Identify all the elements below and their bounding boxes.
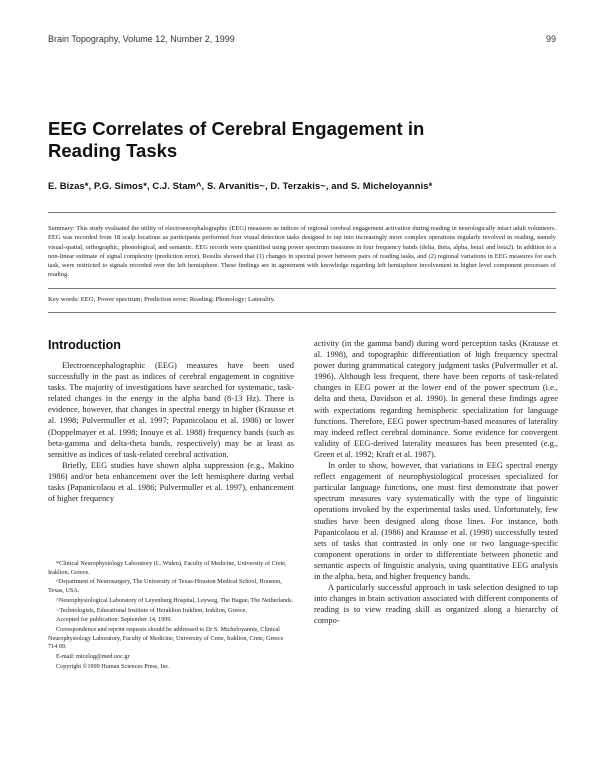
footnote: ^Department of Neurosurgery, The University of Texas-Houston Medical School, Houston, Texas, USA. [48, 578, 282, 595]
article-title: EEG Correlates of Cerebral Engagement in Reading Tasks [48, 118, 425, 161]
intro-paragraph: Electroencephalographic (EEG) measures have been used successfully in the past as indices of cerebral engagement in cognitive tasks. The majority of investigations have searched for systematic, task-related changes in the energy in the alpha band (8-13 Hz). There is evidence, however, that changes in spectral energy in higher (Krausse et al. 1998; Pulvermuller et al. 1997; Papanicolaou et al. 1986) or lower (Doppelmayer et al. 1998; Inouye et al. 1988) frequency bands (such as beta-gamma and delta-theta bands, respectively) may be at least as sensitive as indices of task-related cerebral activation. [48, 361, 294, 459]
intro-paragraph: activity (in the gamma band) during word perception tasks (Krausse et al. 1998), and topographic differentiation of high frequency spectral power during grammatical category judgment tasks (Pulvermuller et al. 1996). Although less frequent, there have been reports of task-related changes in EEG power at the lower end of the power spectrum (i.e., delta and theta, Davidson et al. 1990). In general these findings agree with expectations regarding hemispheric specialization for language functions. Therefore, EEG power spectrum-based measures of laterality may indeed reflect cerebral dominance. Some evidence for convergent validity of EEG-derived laterality measures has been presented (e.g., Green et al. 1992; Kraft et al. 1987). [314, 339, 558, 459]
abstract-top-rule [48, 212, 556, 213]
footnote: ~Technologists, Educational Institute of Heraklion Iraklion, Iraklion, Greece. [56, 606, 248, 614]
right-column [314, 338, 558, 768]
footnote: Accepted for publication: September 14, 1999. [56, 616, 172, 624]
running-header [48, 34, 556, 46]
footnote: Copyright ©1999 Human Sciences Press, Inc. [56, 662, 170, 670]
section-heading-introduction: Introduction [48, 338, 121, 352]
author-list: E. Bizas*, P.G. Simos*, C.J. Stam^, S. Arvanitis~, D. Terzakis~, and S. Micheloyannis* [48, 180, 433, 191]
footnote: E-mail: micelog@med.uoc.gr [56, 653, 130, 661]
footnote: Correspondence and reprint requests should be addressed to Dr S. Micheloyannis, Clinical Neurophysiology Laboratory, Faculty of Medicine, University of Crete, Iraklion, Crete, Greece 714 09. [48, 625, 284, 651]
keywords: Key words: EEG; Power spectrum; Prediction error; Reading; Phonology; Laterality. [48, 296, 276, 303]
journal-citation: Brain Topography, Volume 12, Number 2, 1999 [48, 34, 235, 44]
footnotes [48, 560, 294, 672]
abstract-bottom-rule [48, 288, 556, 289]
page-number: 99 [545, 34, 556, 44]
abstract: Summary: This study evaluated the utility of electroencephalographic (EEG) measures as indices of regional cerebral engagement activation during reading in neurologically intact adult volunteers. EEG was recorded from 18 scalp locations as participants performed four visual detection tasks designed to tap into increasingly more complex operations regularly involved in reading, namely visual-spatial, orthographic, phonological, and semantic. EEG records were quantified using power spectrum measures in four frequency bands (delta, theta, alpha, beta1 and beta2). In addition to a non-linear estimate of signal complexity (prediction error). Results showed that (1) changes in spectral power between pairs of reading tasks, and (2) regional variations in EEG measures for each task, were restricted to signals recorded over the left hemisphere. These findings are in agreement with knowledge regarding left hemisphere involvement in higher level component processes of reading. [48, 225, 556, 279]
footnote: ^Neurophysiological Laboratory of Leyenburg Hospital, Leyweg, The Hague, The Netherlands. [56, 596, 294, 604]
intro-paragraph: In order to show, however, that variations in EEG spectral energy reflect engagement of neurophysiological processes specialized for particular language functions, one must first demonstrate that power spectrum measures vary systematically with the type of linguistic operations invoked by the experimental tasks used. Unfortunately, few studies have been designed along those lines. For instance, both Papanicolaou et al. (1986) and Krausse et al. (1998) successfully tested sets of tasks that contrasted in only one or two language-specific component operations in order to differentiate between phonetic and semantic aspects of linguistic analysis, using quantitative EEG analysis in the alpha, beta, and higher frequency bands. [314, 461, 558, 581]
intro-paragraph: A particularly successful approach in task selection designed to tap into changes in brain activation associated with different components of reading is to view reading skill as organized along a hierarchy of compo- [314, 583, 558, 626]
keywords-rule [48, 312, 556, 313]
intro-paragraph: Briefly, EEG studies have shown alpha suppression (e.g., Makino 1986) and/or beta enhancement over the left hemisphere during verbal tasks (Papanicolaou et al. 1986; Pulvermuller et al. 1997), enhancement of higher frequency [48, 460, 294, 504]
left-column [48, 338, 294, 768]
footnote: *Clinical Neurophysiology Laboratory (L. Widen), Faculty of Medicine, University of Crete, Iraklion, Greece. [48, 560, 287, 576]
